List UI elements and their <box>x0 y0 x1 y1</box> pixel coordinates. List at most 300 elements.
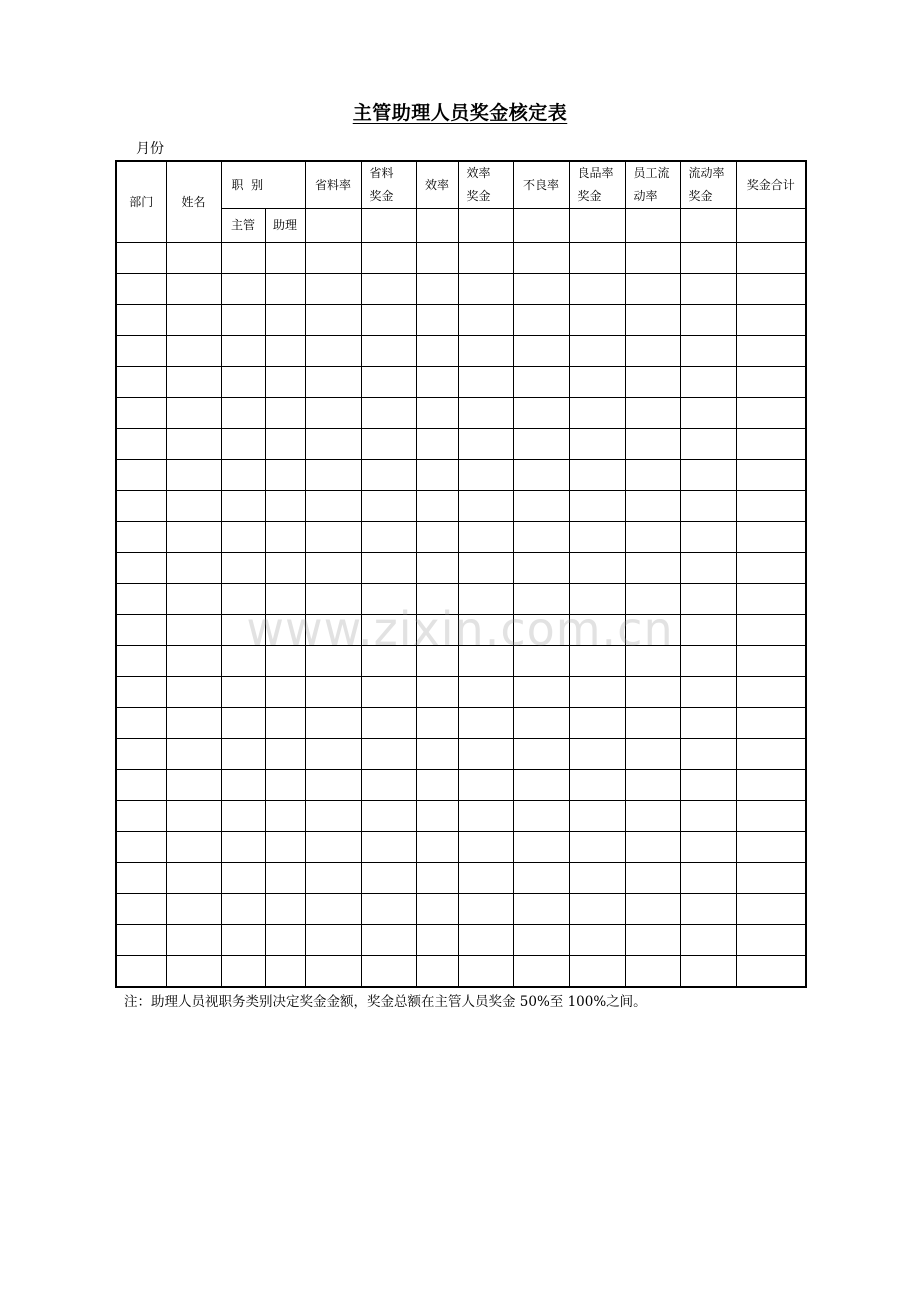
table-cell[interactable] <box>625 398 680 429</box>
table-cell[interactable] <box>569 832 625 863</box>
table-cell[interactable] <box>513 925 569 956</box>
table-cell[interactable] <box>513 708 569 739</box>
table-cell[interactable] <box>265 336 305 367</box>
table-cell[interactable] <box>736 553 806 584</box>
table-cell[interactable] <box>625 584 680 615</box>
table-cell[interactable] <box>458 646 513 677</box>
table-cell[interactable] <box>736 522 806 553</box>
table-cell[interactable] <box>680 367 736 398</box>
table-cell[interactable] <box>361 398 416 429</box>
table-cell[interactable] <box>305 243 361 274</box>
table-cell[interactable] <box>305 801 361 832</box>
table-cell[interactable] <box>221 336 265 367</box>
table-cell[interactable] <box>221 646 265 677</box>
table-cell[interactable] <box>625 522 680 553</box>
table-cell[interactable] <box>305 770 361 801</box>
table-cell[interactable] <box>680 677 736 708</box>
table-cell[interactable] <box>265 274 305 305</box>
table-cell[interactable] <box>265 460 305 491</box>
table-cell[interactable] <box>625 243 680 274</box>
table-cell[interactable] <box>166 336 221 367</box>
table-cell[interactable] <box>116 677 166 708</box>
table-cell[interactable] <box>736 708 806 739</box>
table-cell[interactable] <box>265 801 305 832</box>
table-cell[interactable] <box>416 398 458 429</box>
table-cell[interactable] <box>166 305 221 336</box>
table-cell[interactable] <box>221 367 265 398</box>
table-cell[interactable] <box>416 305 458 336</box>
table-cell[interactable] <box>265 243 305 274</box>
table-cell[interactable] <box>265 398 305 429</box>
table-cell[interactable] <box>361 305 416 336</box>
table-cell[interactable] <box>116 925 166 956</box>
table-cell[interactable] <box>265 491 305 522</box>
table-cell[interactable] <box>221 863 265 894</box>
table-cell[interactable] <box>166 646 221 677</box>
table-cell[interactable] <box>736 274 806 305</box>
table-cell[interactable] <box>116 956 166 988</box>
table-cell[interactable] <box>458 832 513 863</box>
table-cell[interactable] <box>116 429 166 460</box>
table-cell[interactable] <box>221 770 265 801</box>
table-cell[interactable] <box>458 336 513 367</box>
table-cell[interactable] <box>116 305 166 336</box>
table-cell[interactable] <box>166 925 221 956</box>
table-cell[interactable] <box>265 956 305 988</box>
table-cell[interactable] <box>221 894 265 925</box>
table-cell[interactable] <box>736 863 806 894</box>
table-cell[interactable] <box>458 553 513 584</box>
table-cell[interactable] <box>458 615 513 646</box>
table-cell[interactable] <box>569 925 625 956</box>
table-cell[interactable] <box>265 739 305 770</box>
table-cell[interactable] <box>116 863 166 894</box>
blank-cell[interactable] <box>680 209 736 243</box>
table-cell[interactable] <box>625 739 680 770</box>
table-cell[interactable] <box>625 367 680 398</box>
table-cell[interactable] <box>361 770 416 801</box>
table-cell[interactable] <box>416 832 458 863</box>
table-cell[interactable] <box>458 522 513 553</box>
table-cell[interactable] <box>305 646 361 677</box>
table-cell[interactable] <box>736 429 806 460</box>
table-cell[interactable] <box>680 770 736 801</box>
table-cell[interactable] <box>680 305 736 336</box>
table-cell[interactable] <box>458 925 513 956</box>
table-cell[interactable] <box>625 770 680 801</box>
table-cell[interactable] <box>221 429 265 460</box>
table-cell[interactable] <box>625 832 680 863</box>
table-cell[interactable] <box>569 491 625 522</box>
table-cell[interactable] <box>221 274 265 305</box>
table-cell[interactable] <box>361 925 416 956</box>
table-cell[interactable] <box>265 522 305 553</box>
table-cell[interactable] <box>458 491 513 522</box>
table-cell[interactable] <box>116 553 166 584</box>
table-cell[interactable] <box>265 553 305 584</box>
table-cell[interactable] <box>680 708 736 739</box>
table-cell[interactable] <box>569 770 625 801</box>
table-cell[interactable] <box>305 367 361 398</box>
table-cell[interactable] <box>305 336 361 367</box>
table-cell[interactable] <box>265 429 305 460</box>
table-cell[interactable] <box>736 398 806 429</box>
table-cell[interactable] <box>116 243 166 274</box>
blank-cell[interactable] <box>513 209 569 243</box>
table-cell[interactable] <box>116 460 166 491</box>
table-cell[interactable] <box>265 863 305 894</box>
table-cell[interactable] <box>221 832 265 863</box>
table-cell[interactable] <box>680 956 736 988</box>
table-cell[interactable] <box>513 615 569 646</box>
table-cell[interactable] <box>416 615 458 646</box>
table-cell[interactable] <box>416 522 458 553</box>
table-cell[interactable] <box>166 832 221 863</box>
table-cell[interactable] <box>680 646 736 677</box>
table-cell[interactable] <box>416 429 458 460</box>
table-cell[interactable] <box>458 956 513 988</box>
table-cell[interactable] <box>416 770 458 801</box>
table-cell[interactable] <box>625 956 680 988</box>
table-cell[interactable] <box>736 956 806 988</box>
table-cell[interactable] <box>569 646 625 677</box>
table-cell[interactable] <box>680 274 736 305</box>
table-cell[interactable] <box>166 770 221 801</box>
table-cell[interactable] <box>361 336 416 367</box>
table-cell[interactable] <box>569 429 625 460</box>
table-cell[interactable] <box>221 553 265 584</box>
table-cell[interactable] <box>569 460 625 491</box>
table-cell[interactable] <box>166 553 221 584</box>
table-cell[interactable] <box>265 894 305 925</box>
table-cell[interactable] <box>116 708 166 739</box>
table-cell[interactable] <box>221 956 265 988</box>
table-cell[interactable] <box>736 367 806 398</box>
table-cell[interactable] <box>680 832 736 863</box>
table-cell[interactable] <box>265 770 305 801</box>
table-cell[interactable] <box>736 925 806 956</box>
table-cell[interactable] <box>458 398 513 429</box>
table-cell[interactable] <box>305 708 361 739</box>
table-cell[interactable] <box>458 274 513 305</box>
table-cell[interactable] <box>166 274 221 305</box>
table-cell[interactable] <box>361 522 416 553</box>
table-cell[interactable] <box>625 646 680 677</box>
table-cell[interactable] <box>416 460 458 491</box>
table-cell[interactable] <box>458 770 513 801</box>
table-cell[interactable] <box>305 863 361 894</box>
table-cell[interactable] <box>116 832 166 863</box>
table-cell[interactable] <box>166 956 221 988</box>
table-cell[interactable] <box>416 553 458 584</box>
table-cell[interactable] <box>625 708 680 739</box>
table-cell[interactable] <box>736 739 806 770</box>
table-cell[interactable] <box>736 832 806 863</box>
table-cell[interactable] <box>221 708 265 739</box>
blank-cell[interactable] <box>625 209 680 243</box>
table-cell[interactable] <box>305 677 361 708</box>
table-cell[interactable] <box>221 584 265 615</box>
table-cell[interactable] <box>305 491 361 522</box>
table-cell[interactable] <box>736 491 806 522</box>
table-cell[interactable] <box>513 274 569 305</box>
table-cell[interactable] <box>569 677 625 708</box>
table-cell[interactable] <box>166 584 221 615</box>
table-cell[interactable] <box>116 739 166 770</box>
table-cell[interactable] <box>569 739 625 770</box>
table-cell[interactable] <box>625 429 680 460</box>
table-cell[interactable] <box>458 305 513 336</box>
table-cell[interactable] <box>116 801 166 832</box>
table-cell[interactable] <box>416 336 458 367</box>
table-cell[interactable] <box>513 429 569 460</box>
table-cell[interactable] <box>680 398 736 429</box>
table-cell[interactable] <box>265 708 305 739</box>
table-cell[interactable] <box>458 367 513 398</box>
table-cell[interactable] <box>221 615 265 646</box>
table-cell[interactable] <box>569 615 625 646</box>
blank-cell[interactable] <box>736 209 806 243</box>
table-cell[interactable] <box>265 677 305 708</box>
table-cell[interactable] <box>625 305 680 336</box>
table-cell[interactable] <box>513 863 569 894</box>
table-cell[interactable] <box>166 398 221 429</box>
table-cell[interactable] <box>116 367 166 398</box>
table-cell[interactable] <box>625 491 680 522</box>
table-cell[interactable] <box>458 894 513 925</box>
table-cell[interactable] <box>569 956 625 988</box>
table-cell[interactable] <box>116 584 166 615</box>
table-cell[interactable] <box>305 553 361 584</box>
table-cell[interactable] <box>361 460 416 491</box>
table-cell[interactable] <box>625 894 680 925</box>
table-cell[interactable] <box>736 460 806 491</box>
blank-cell[interactable] <box>305 209 361 243</box>
table-cell[interactable] <box>513 832 569 863</box>
table-cell[interactable] <box>513 336 569 367</box>
table-cell[interactable] <box>305 956 361 988</box>
table-cell[interactable] <box>416 863 458 894</box>
table-cell[interactable] <box>416 646 458 677</box>
table-cell[interactable] <box>166 677 221 708</box>
table-cell[interactable] <box>625 801 680 832</box>
table-cell[interactable] <box>569 894 625 925</box>
table-cell[interactable] <box>221 801 265 832</box>
table-cell[interactable] <box>361 894 416 925</box>
table-cell[interactable] <box>680 491 736 522</box>
table-cell[interactable] <box>361 615 416 646</box>
table-cell[interactable] <box>513 305 569 336</box>
table-cell[interactable] <box>736 584 806 615</box>
table-cell[interactable] <box>625 677 680 708</box>
table-cell[interactable] <box>116 491 166 522</box>
table-cell[interactable] <box>625 863 680 894</box>
table-cell[interactable] <box>265 367 305 398</box>
table-cell[interactable] <box>116 770 166 801</box>
table-cell[interactable] <box>736 243 806 274</box>
table-cell[interactable] <box>736 677 806 708</box>
table-cell[interactable] <box>625 553 680 584</box>
table-cell[interactable] <box>458 801 513 832</box>
table-cell[interactable] <box>513 646 569 677</box>
table-cell[interactable] <box>166 429 221 460</box>
table-cell[interactable] <box>513 367 569 398</box>
table-cell[interactable] <box>736 646 806 677</box>
table-cell[interactable] <box>416 367 458 398</box>
table-cell[interactable] <box>166 801 221 832</box>
table-cell[interactable] <box>680 584 736 615</box>
table-cell[interactable] <box>166 615 221 646</box>
table-cell[interactable] <box>680 925 736 956</box>
table-cell[interactable] <box>166 522 221 553</box>
table-cell[interactable] <box>166 894 221 925</box>
table-cell[interactable] <box>265 584 305 615</box>
table-cell[interactable] <box>361 708 416 739</box>
table-cell[interactable] <box>569 367 625 398</box>
table-cell[interactable] <box>361 274 416 305</box>
table-cell[interactable] <box>305 615 361 646</box>
table-cell[interactable] <box>361 584 416 615</box>
table-cell[interactable] <box>116 646 166 677</box>
table-cell[interactable] <box>680 522 736 553</box>
table-cell[interactable] <box>569 398 625 429</box>
table-cell[interactable] <box>416 739 458 770</box>
table-cell[interactable] <box>416 894 458 925</box>
table-cell[interactable] <box>458 460 513 491</box>
table-cell[interactable] <box>361 956 416 988</box>
table-cell[interactable] <box>116 894 166 925</box>
table-cell[interactable] <box>361 553 416 584</box>
table-cell[interactable] <box>513 553 569 584</box>
table-cell[interactable] <box>569 553 625 584</box>
table-cell[interactable] <box>166 739 221 770</box>
table-cell[interactable] <box>116 274 166 305</box>
table-cell[interactable] <box>680 553 736 584</box>
table-cell[interactable] <box>680 243 736 274</box>
table-cell[interactable] <box>513 243 569 274</box>
table-cell[interactable] <box>569 801 625 832</box>
table-cell[interactable] <box>305 305 361 336</box>
table-cell[interactable] <box>221 305 265 336</box>
table-cell[interactable] <box>736 336 806 367</box>
blank-cell[interactable] <box>416 209 458 243</box>
table-cell[interactable] <box>416 801 458 832</box>
table-cell[interactable] <box>513 956 569 988</box>
table-cell[interactable] <box>116 336 166 367</box>
table-cell[interactable] <box>569 336 625 367</box>
table-cell[interactable] <box>513 491 569 522</box>
table-cell[interactable] <box>680 615 736 646</box>
table-cell[interactable] <box>361 367 416 398</box>
table-cell[interactable] <box>116 398 166 429</box>
table-cell[interactable] <box>680 801 736 832</box>
table-cell[interactable] <box>166 491 221 522</box>
table-cell[interactable] <box>625 460 680 491</box>
table-cell[interactable] <box>625 615 680 646</box>
table-cell[interactable] <box>166 367 221 398</box>
table-cell[interactable] <box>416 956 458 988</box>
table-cell[interactable] <box>221 925 265 956</box>
table-cell[interactable] <box>416 584 458 615</box>
table-cell[interactable] <box>625 274 680 305</box>
table-cell[interactable] <box>221 739 265 770</box>
table-cell[interactable] <box>361 646 416 677</box>
blank-cell[interactable] <box>458 209 513 243</box>
table-cell[interactable] <box>305 739 361 770</box>
table-cell[interactable] <box>166 460 221 491</box>
table-cell[interactable] <box>166 708 221 739</box>
table-cell[interactable] <box>116 522 166 553</box>
table-cell[interactable] <box>513 801 569 832</box>
table-cell[interactable] <box>305 522 361 553</box>
blank-cell[interactable] <box>569 209 625 243</box>
table-cell[interactable] <box>513 460 569 491</box>
table-cell[interactable] <box>305 274 361 305</box>
table-cell[interactable] <box>569 584 625 615</box>
table-cell[interactable] <box>361 677 416 708</box>
table-cell[interactable] <box>221 398 265 429</box>
table-cell[interactable] <box>513 398 569 429</box>
table-cell[interactable] <box>416 243 458 274</box>
table-cell[interactable] <box>221 243 265 274</box>
table-cell[interactable] <box>361 243 416 274</box>
table-cell[interactable] <box>680 336 736 367</box>
table-cell[interactable] <box>736 615 806 646</box>
table-cell[interactable] <box>361 863 416 894</box>
table-cell[interactable] <box>221 460 265 491</box>
table-cell[interactable] <box>166 863 221 894</box>
table-cell[interactable] <box>458 739 513 770</box>
table-cell[interactable] <box>416 925 458 956</box>
table-cell[interactable] <box>680 460 736 491</box>
table-cell[interactable] <box>736 894 806 925</box>
table-cell[interactable] <box>513 770 569 801</box>
table-cell[interactable] <box>416 708 458 739</box>
table-cell[interactable] <box>680 894 736 925</box>
table-cell[interactable] <box>569 274 625 305</box>
table-cell[interactable] <box>458 863 513 894</box>
table-cell[interactable] <box>361 429 416 460</box>
table-cell[interactable] <box>221 677 265 708</box>
table-cell[interactable] <box>166 243 221 274</box>
table-cell[interactable] <box>305 429 361 460</box>
table-cell[interactable] <box>569 522 625 553</box>
table-cell[interactable] <box>513 584 569 615</box>
table-cell[interactable] <box>361 832 416 863</box>
blank-cell[interactable] <box>361 209 416 243</box>
table-cell[interactable] <box>736 770 806 801</box>
table-cell[interactable] <box>680 863 736 894</box>
table-cell[interactable] <box>305 584 361 615</box>
table-cell[interactable] <box>265 646 305 677</box>
table-cell[interactable] <box>265 925 305 956</box>
table-cell[interactable] <box>625 336 680 367</box>
table-cell[interactable] <box>265 615 305 646</box>
table-cell[interactable] <box>625 925 680 956</box>
table-cell[interactable] <box>513 739 569 770</box>
table-cell[interactable] <box>736 305 806 336</box>
table-cell[interactable] <box>458 677 513 708</box>
table-cell[interactable] <box>513 522 569 553</box>
table-cell[interactable] <box>305 832 361 863</box>
table-cell[interactable] <box>416 491 458 522</box>
table-cell[interactable] <box>569 305 625 336</box>
table-cell[interactable] <box>569 863 625 894</box>
table-cell[interactable] <box>569 708 625 739</box>
table-cell[interactable] <box>458 243 513 274</box>
table-cell[interactable] <box>265 832 305 863</box>
table-cell[interactable] <box>513 894 569 925</box>
